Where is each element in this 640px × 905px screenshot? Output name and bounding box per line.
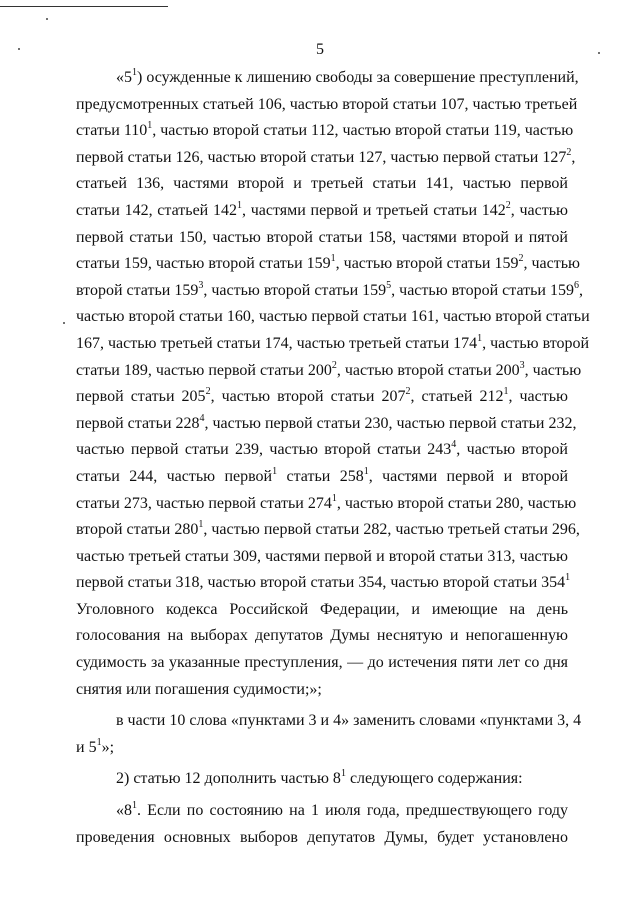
text-run: статьей 136, частями второй и третьей статьи 141, частью первой [76, 175, 568, 193]
text-run: в части 10 слова «пунктами 3 и 4» заменить словами «пунктами 3, 4 [116, 712, 582, 730]
text-run: , частью [523, 255, 580, 273]
paragraph-article-12-amendment [76, 766, 568, 793]
text-run: первой статьи 205 [76, 388, 206, 406]
text-run: второй статьи 159 [76, 281, 199, 299]
superscript-index: 4 [451, 439, 457, 451]
text-run: , статьей 212 [410, 388, 504, 406]
text-run: первой статьи 318, частью второй статьи 354, частью второй статьи 354 [76, 574, 566, 592]
superscript-index: 1 [363, 465, 369, 477]
text-line [76, 198, 568, 225]
text-line [76, 464, 568, 491]
superscript-index: 5 [386, 279, 392, 291]
text-run: следующего содержания: [345, 770, 523, 788]
superscript-index: 1 [340, 768, 346, 780]
text-run: статьи 159, частью второй статьи 159 [76, 255, 331, 273]
text-line [76, 544, 568, 571]
superscript-index: 1 [331, 492, 337, 504]
text-line [76, 171, 568, 198]
text-run: статьи 189, частью первой статьи 200 [76, 361, 332, 379]
text-run: статьи 142, статьей 142 [76, 201, 237, 219]
superscript-index: 1 [503, 386, 509, 398]
text-line [76, 650, 568, 677]
superscript-index: 1 [565, 572, 571, 584]
superscript-index: 2 [205, 386, 211, 398]
text-run: , частью второй статьи 112, частью второй статьи 119, частью [152, 122, 574, 140]
superscript-index: 6 [573, 279, 579, 291]
text-run: , частью второй статьи 159 [391, 281, 574, 299]
text-run: , частью второй статьи 280, частью [336, 494, 577, 512]
text-run: и 5 [76, 738, 97, 756]
text-run: статьи 258 [277, 467, 364, 485]
superscript-index: 1 [236, 199, 242, 211]
text-line [76, 570, 571, 597]
top-rule [0, 6, 168, 7]
text-run: частью второй статьи 160, частью первой статьи 161, частью второй статьи [76, 308, 590, 326]
superscript-index: 4 [199, 412, 205, 424]
text-line [76, 331, 590, 358]
text-line [76, 735, 568, 762]
text-run: проведения основных выборов депутатов Думы, будет установлено [76, 828, 568, 846]
text-line [76, 411, 577, 438]
text-run: предусмотренных статьей 106, частью второй статьи 107, частью третьей [76, 95, 578, 113]
text-line [76, 708, 582, 735]
text-run: 167, частью третьей статьи 174, частью третьей статьи 174 [76, 334, 478, 352]
text-line [76, 92, 578, 119]
text-line [76, 358, 582, 385]
text-run: первой статьи 126, частью второй статьи 127, частью первой статьи 127 [76, 148, 567, 166]
superscript-index: 2 [518, 253, 524, 265]
text-run: , частью [508, 388, 569, 406]
paragraph-part-10-amendment [76, 708, 582, 761]
superscript-index: 3 [198, 279, 204, 291]
superscript-index: 1 [272, 465, 278, 477]
text-run: , частями первой и третьей статьи 142 [241, 201, 506, 219]
superscript-index: 3 [519, 359, 525, 371]
document-body [76, 65, 590, 851]
text-run: статьи 244, частью первой [76, 467, 273, 485]
text-run: судимость за указанные преступления, — до истечения пяти лет со дня [76, 654, 568, 672]
text-run: голосования на выборах депутатов Думы неснятую и непогашенную [76, 627, 568, 645]
superscript-index: 2 [331, 359, 337, 371]
text-run: частью первой статьи 239, частью второй статьи 243 [76, 441, 452, 459]
text-line [76, 118, 574, 145]
text-line [76, 677, 568, 704]
text-run: , частью второй статьи 207 [210, 388, 406, 406]
text-line [76, 623, 568, 650]
text-run: первой статьи 228 [76, 414, 200, 432]
text-line [76, 491, 577, 518]
text-run: . Если по состоянию на 1 июля года, предшествующего году [137, 802, 568, 820]
page-number: 5 [316, 41, 324, 58]
text-line [76, 65, 579, 92]
text-run: «5 [116, 69, 132, 86]
superscript-index: 2 [566, 146, 572, 158]
text-line [76, 798, 568, 825]
text-run: частью третьей статьи 309, частями первой и второй статьи 313, частью [76, 547, 568, 565]
text-run: снятия или погашения судимости;»; [76, 680, 322, 698]
superscript-index: 1 [147, 120, 153, 132]
scan-speck [46, 18, 48, 20]
text-run: »; [101, 738, 115, 756]
text-line [76, 825, 568, 852]
text-run: 2) статью 12 дополнить частью 8 [116, 770, 341, 788]
text-run: , частью второй [456, 441, 568, 459]
text-run: статьи 110 [76, 122, 148, 140]
text-line [76, 597, 568, 624]
superscript-index: 1 [330, 253, 336, 265]
paragraph-conviction-list [76, 65, 590, 703]
text-line [76, 304, 590, 331]
paragraph-part-8-1-text [76, 798, 568, 851]
text-run: , частью первой статьи 230, частью первой статьи 232, [204, 414, 577, 432]
text-line [76, 517, 580, 544]
scan-speck [63, 322, 65, 324]
superscript-index: 1 [96, 736, 102, 748]
superscript-index: 2 [505, 199, 511, 211]
text-run: , частью [524, 361, 582, 379]
text-run: , частью первой статьи 282, частью третьей статьи 296, [203, 521, 580, 539]
text-run: , [571, 148, 576, 166]
text-line [76, 384, 568, 411]
text-line [76, 225, 568, 252]
text-run: , частью второй статьи 159 [335, 255, 519, 273]
superscript-index: 1 [477, 332, 483, 344]
text-line [76, 437, 568, 464]
text-run: , частью [510, 201, 568, 219]
text-run: , частями первой и второй [368, 467, 569, 485]
text-line [76, 145, 576, 172]
text-line [76, 766, 568, 793]
text-run: , [578, 281, 583, 299]
text-run: , частью второй [482, 334, 590, 352]
text-line [76, 278, 583, 305]
text-run: , частью второй статьи 159 [203, 281, 387, 299]
text-run: ) осужденные к лишению свободы за совершение преступлений, [137, 69, 579, 86]
text-run: статьи 273, частью первой статьи 274 [76, 494, 332, 512]
superscript-index: 1 [132, 800, 137, 812]
text-run: первой статьи 150, частью второй статьи 158, частями второй и пятой [76, 228, 568, 246]
text-run: Уголовного кодекса Российской Федерации, и имеющие на день [76, 600, 568, 618]
superscript-index: 1 [198, 519, 204, 531]
text-run: , частью второй статьи 200 [336, 361, 520, 379]
text-run: «8 [116, 802, 132, 820]
text-run: второй статьи 280 [76, 521, 199, 539]
superscript-index: 1 [132, 67, 137, 78]
superscript-index: 2 [405, 386, 411, 398]
text-line [76, 251, 580, 278]
